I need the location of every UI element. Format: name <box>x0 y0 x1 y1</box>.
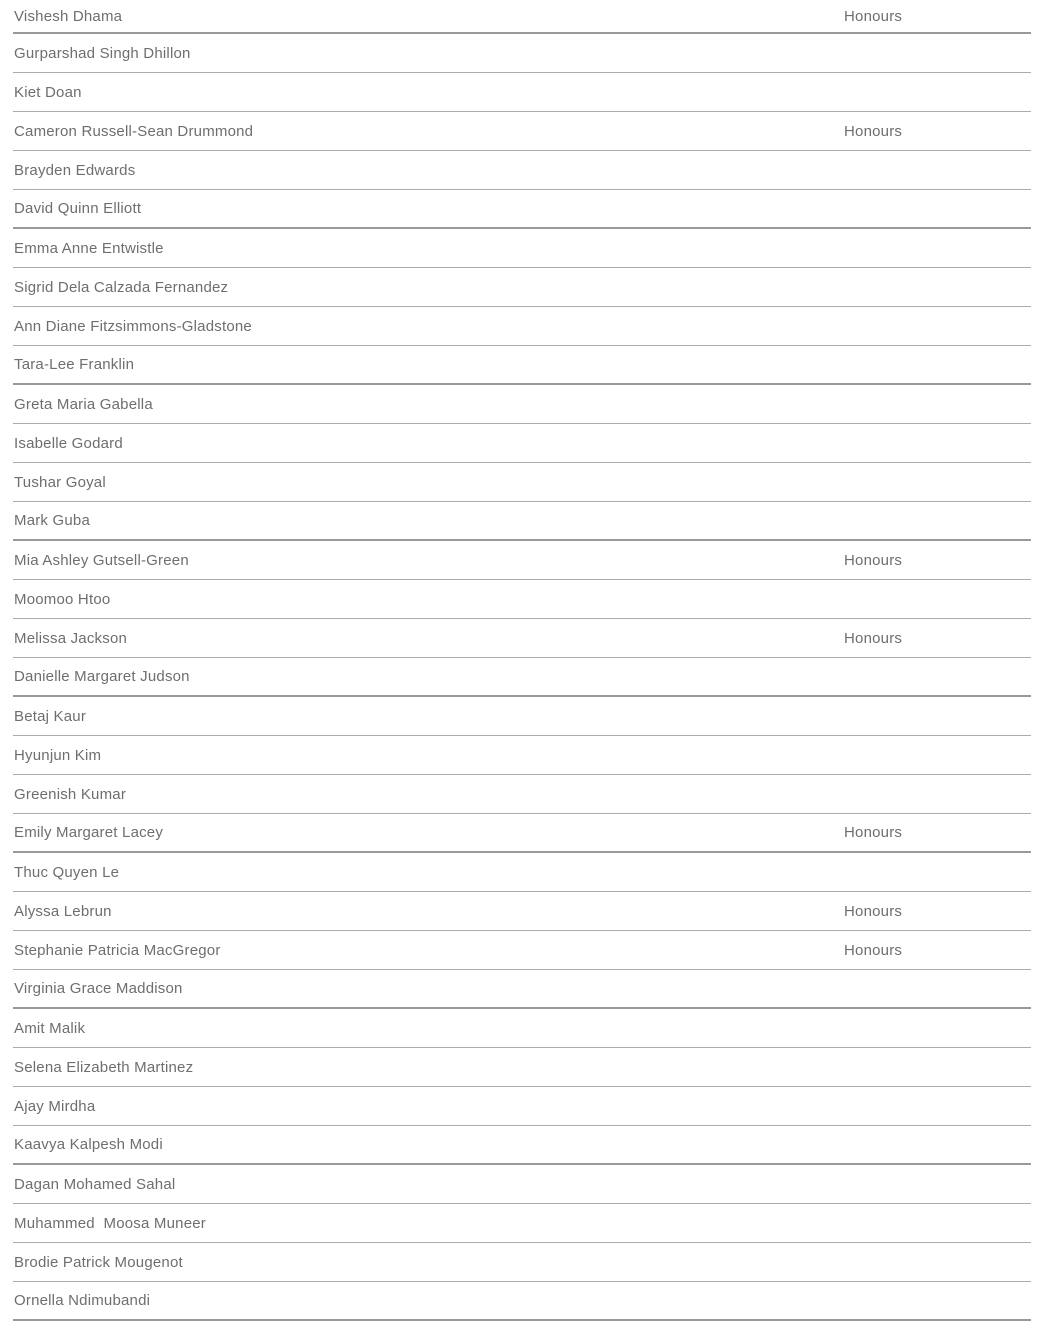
table-row <box>13 1087 1031 1126</box>
student-list <box>13 0 1031 1321</box>
student-name: Danielle Margaret Judson <box>14 668 190 685</box>
student-name: Brodie Patrick Mougenot <box>14 1253 183 1271</box>
table-row <box>13 463 1031 502</box>
table-row <box>13 73 1031 112</box>
table-row <box>13 892 1031 931</box>
table-row <box>13 658 1031 697</box>
student-name: Stephanie Patricia MacGregor <box>14 941 221 959</box>
student-name: Mark Guba <box>14 512 90 529</box>
table-row <box>13 931 1031 970</box>
student-name: Moomoo Htoo <box>14 590 111 608</box>
table-row <box>13 190 1031 229</box>
table-row <box>13 112 1031 151</box>
student-name: Virginia Grace Maddison <box>14 980 183 997</box>
table-row <box>13 229 1031 268</box>
table-row <box>13 697 1031 736</box>
student-name: Cameron Russell-Sean Drummond <box>14 122 254 140</box>
student-name: Ornella Ndimubandi <box>14 1292 151 1309</box>
student-name: Greta Maria Gabella <box>14 395 153 413</box>
table-row <box>13 151 1031 190</box>
student-name: Dagan Mohamed Sahal <box>14 1175 176 1193</box>
student-name: Greenish Kumar <box>14 785 127 803</box>
student-name: Selena Elizabeth Martinez <box>14 1058 194 1076</box>
student-name: Muhammed Moosa Muneer <box>14 1214 206 1232</box>
student-name: Ajay Mirdha <box>14 1097 96 1115</box>
table-row <box>13 1126 1031 1165</box>
table-row <box>13 1204 1031 1243</box>
student-name: Emily Margaret Lacey <box>14 824 164 841</box>
student-name: David Quinn Elliott <box>14 200 142 217</box>
student-name: Tushar Goyal <box>14 473 106 491</box>
student-name: Tara-Lee Franklin <box>14 356 135 373</box>
student-name: Isabelle Godard <box>14 434 123 452</box>
table-row <box>13 1282 1031 1321</box>
student-name: Thuc Quyen Le <box>14 863 120 881</box>
table-row <box>13 1048 1031 1087</box>
honours-label: Honours <box>844 941 903 959</box>
student-name: Mia Ashley Gutsell-Green <box>14 551 189 569</box>
table-row <box>13 736 1031 775</box>
honours-label: Honours <box>844 902 903 920</box>
table-row <box>13 268 1031 307</box>
table-row <box>13 1165 1031 1204</box>
table-row <box>13 1009 1031 1048</box>
student-name: Gurparshad Singh Dhillon <box>14 44 191 62</box>
student-name: Sigrid Dela Calzada Fernandez <box>14 278 229 296</box>
table-row <box>13 814 1031 853</box>
table-row <box>13 0 1031 34</box>
honours-label: Honours <box>844 122 903 140</box>
honours-label: Honours <box>844 824 903 841</box>
student-name: Amit Malik <box>14 1019 86 1037</box>
student-name: Kaavya Kalpesh Modi <box>14 1136 163 1153</box>
student-name: Vishesh Dhama <box>14 7 123 25</box>
student-name: Brayden Edwards <box>14 161 136 179</box>
student-name: Hyunjun Kim <box>14 746 102 764</box>
table-row <box>13 580 1031 619</box>
table-row <box>13 970 1031 1009</box>
student-name: Alyssa Lebrun <box>14 902 112 920</box>
table-row <box>13 385 1031 424</box>
table-row <box>13 853 1031 892</box>
table-row <box>13 307 1031 346</box>
student-name: Emma Anne Entwistle <box>14 239 164 257</box>
honours-label: Honours <box>844 551 903 569</box>
honours-label: Honours <box>844 629 903 647</box>
table-row <box>13 502 1031 541</box>
student-name: Betaj Kaur <box>14 707 87 725</box>
student-name: Ann Diane Fitzsimmons-Gladstone <box>14 317 252 335</box>
table-row <box>13 424 1031 463</box>
table-row <box>13 775 1031 814</box>
table-row <box>13 1243 1031 1282</box>
table-row <box>13 619 1031 658</box>
student-name: Kiet Doan <box>14 83 82 101</box>
honours-label: Honours <box>844 7 903 25</box>
table-row <box>13 34 1031 73</box>
table-row <box>13 346 1031 385</box>
table-row <box>13 541 1031 580</box>
student-name: Melissa Jackson <box>14 629 128 647</box>
